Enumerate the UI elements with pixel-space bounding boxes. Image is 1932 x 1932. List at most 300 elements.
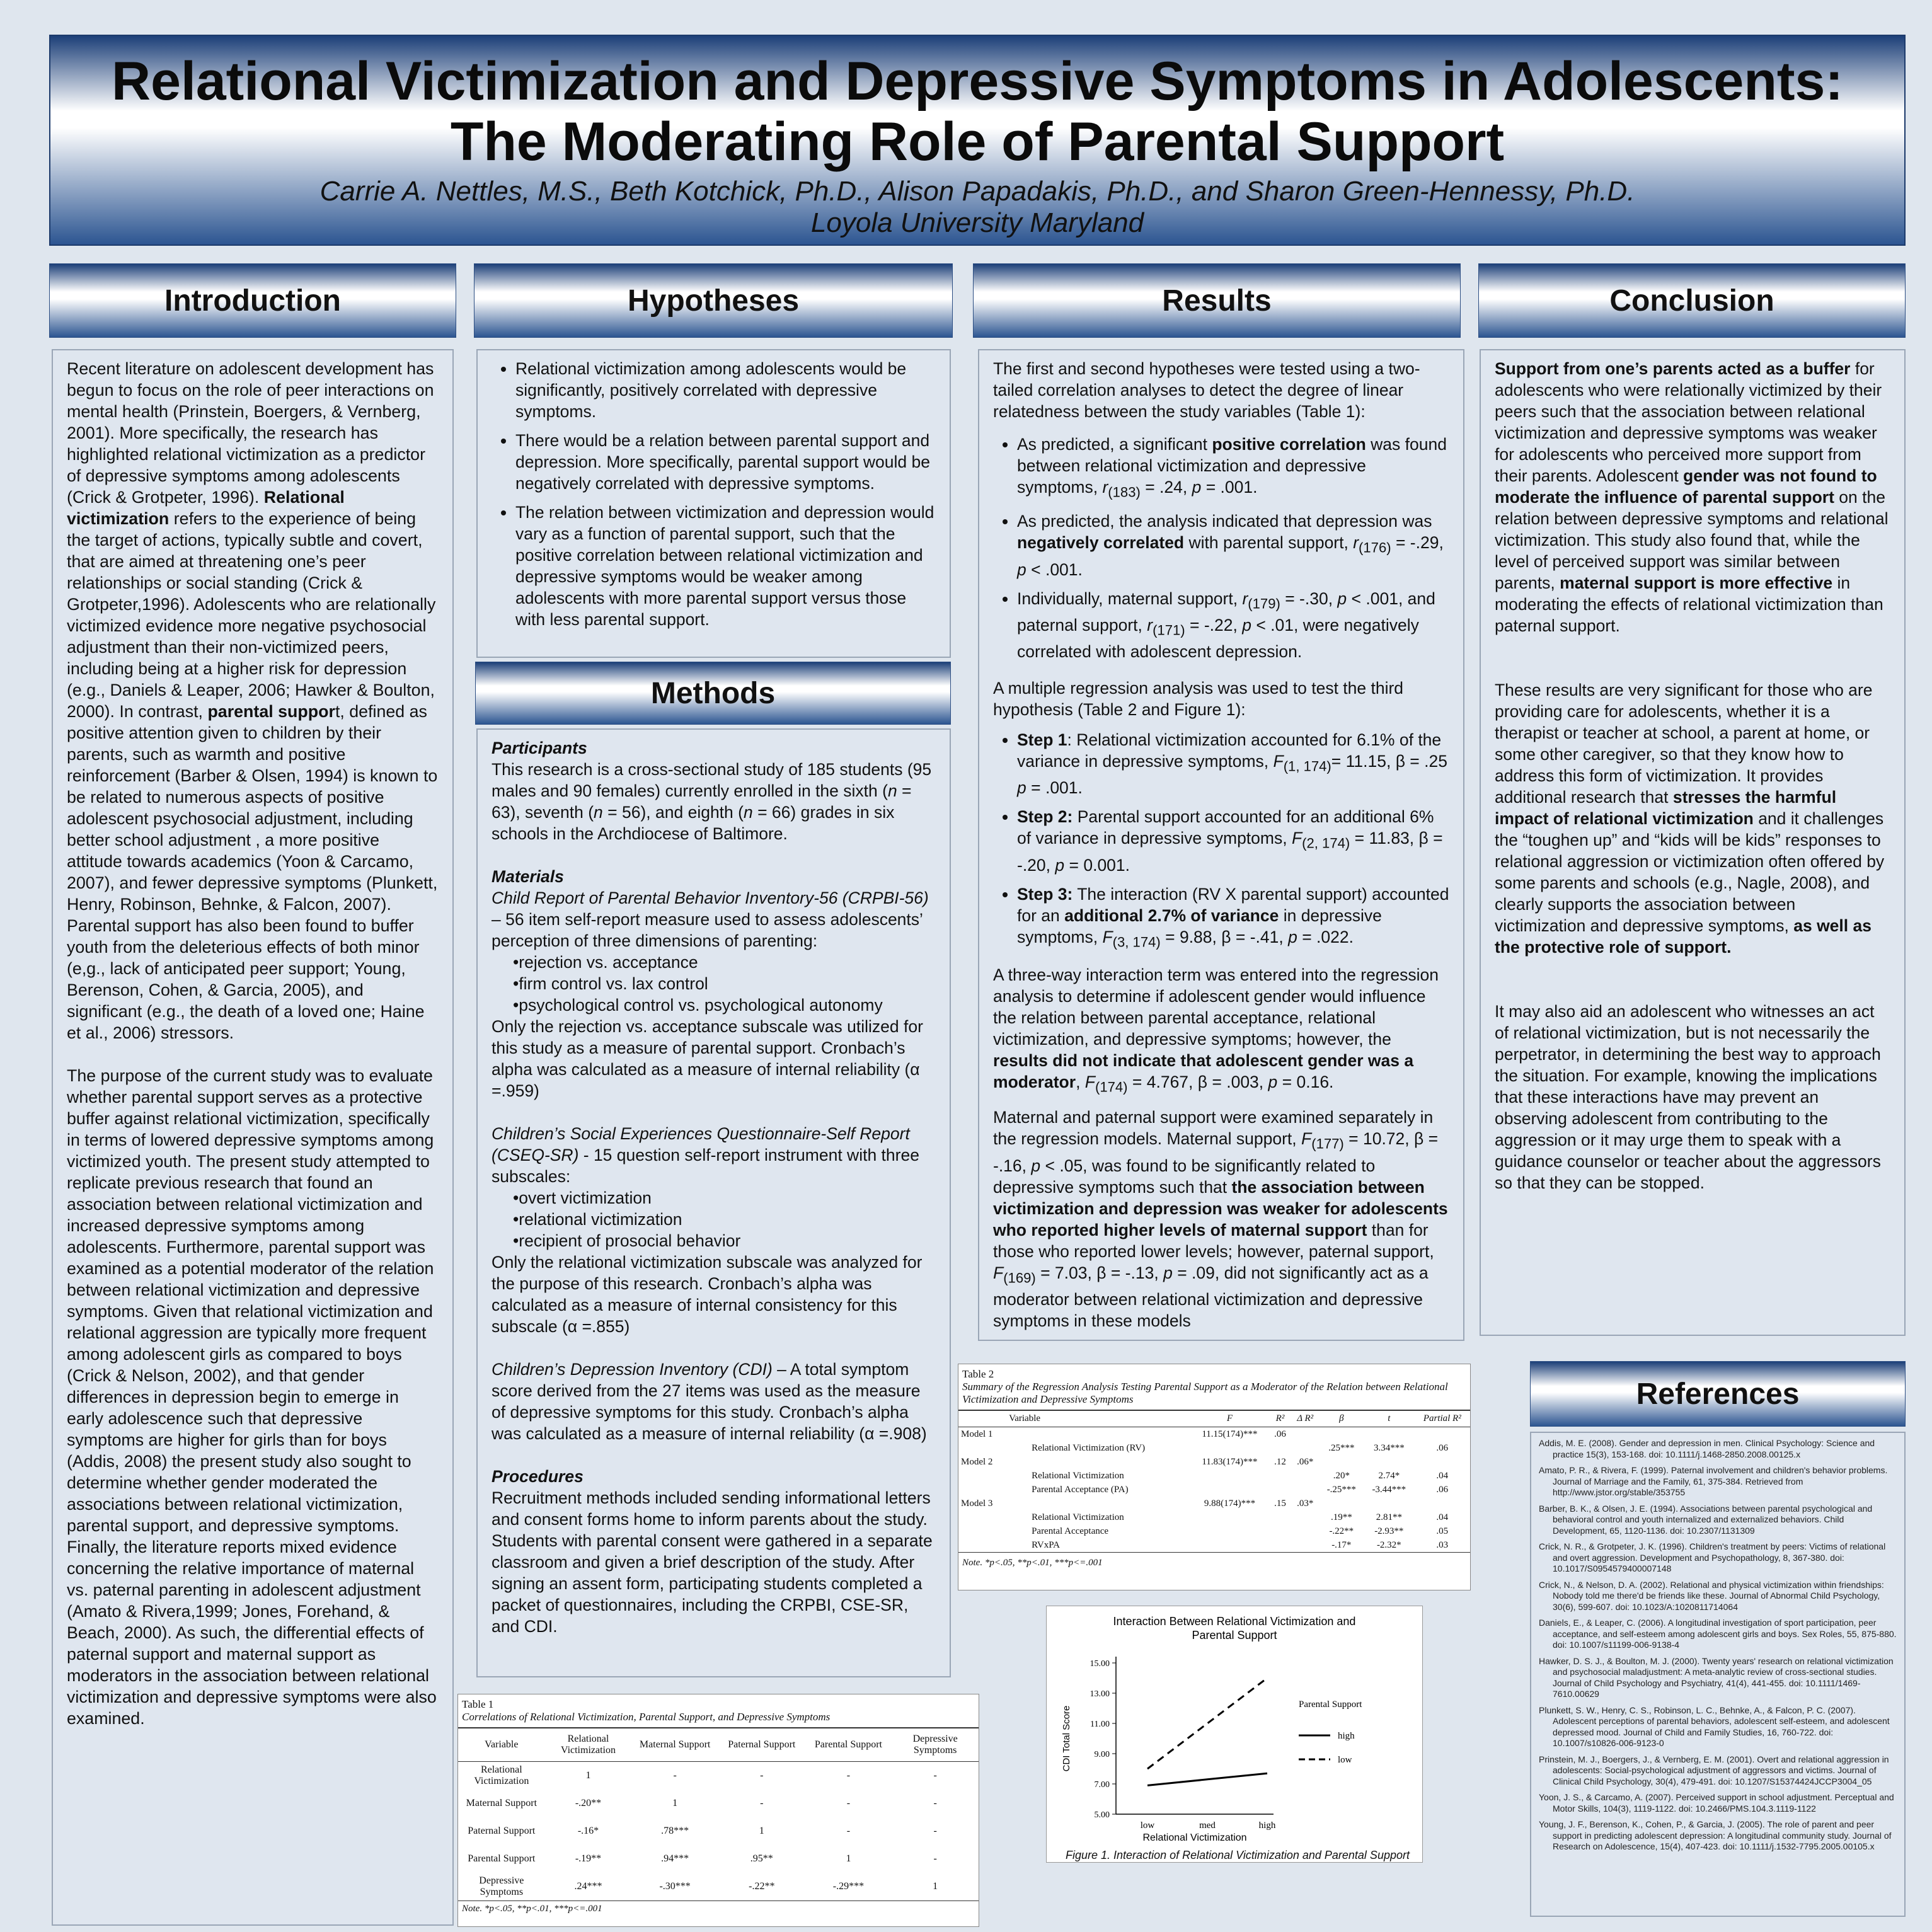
- table-cell: [958, 1538, 1006, 1552]
- cseq-description: [492, 1123, 936, 1187]
- reference-entry: Crick, N., & Nelson, D. A. (2002). Relational and physical victimization within friendships: Nobody told me there'd be friends like these. Journal of Abnormal Child Psychology, 30(6), 599-607. doi: 10.1023/A:1020811714064: [1539, 1579, 1884, 1612]
- methods-text: – A total symptom score derived from the 27 items was used as the measure of depressive symptoms for this study. Cronbach’s alpha was calculated as a measure of internal reliability (α =.908): [492, 1360, 927, 1443]
- legend-title: Parental Support: [1299, 1699, 1362, 1710]
- table-cell: .95**: [750, 1853, 773, 1864]
- reference-entry: Hawker, D. S. J., & Boulton, M. J. (2000). Twenty years' research on relational victimization and psychosocial maladjustment: A meta-analytic review of cross-sectional studies. Journal of Child Psychology and Psychiatry, 41(4), 441-455. doi: 10.1111/1469-7610.00629: [1539, 1655, 1894, 1699]
- title-banner: [49, 35, 1906, 246]
- intro-text: Recent literature on adolescent development has begun to focus on the role of peer interactions on mental health (Prinstein, Boergers, & Vernberg, 2001). More specifically, the research has highlighted relational victimization as a predictor of depressive symptoms among adolescents (Crick & Grotpeter, 1996).: [67, 359, 434, 507]
- results-text: = .001.: [1201, 478, 1258, 497]
- table-header-row: [458, 1728, 979, 1762]
- column-header: Variable: [1006, 1410, 1190, 1427]
- table-row: [458, 1873, 979, 1900]
- table-cell: [1269, 1483, 1291, 1497]
- methods-text: = 66) grades in six schools in the Archdiocese of Baltimore.: [492, 803, 895, 843]
- table-cell: -.22**: [749, 1881, 775, 1892]
- methods-text: = 63), seventh (: [492, 781, 912, 822]
- table-row: [958, 1469, 1470, 1483]
- regression-step: [1017, 806, 1449, 875]
- results-text: ,: [1076, 1072, 1085, 1092]
- table-cell: -: [933, 1826, 937, 1836]
- table-cell: -2.93**: [1374, 1526, 1404, 1536]
- table-cell: .19**: [1330, 1512, 1352, 1522]
- methods-text: - 15 question self-report instrument with three subscales:: [492, 1146, 919, 1186]
- stat-symbol: p: [1055, 855, 1065, 875]
- table-cell: -: [933, 1770, 937, 1781]
- table-cell: [1320, 1427, 1364, 1442]
- table-cell: Relational Victimization: [474, 1764, 529, 1786]
- regression-intro: A multiple regression analysis was used to test the third hypothesis (Table 2 and Figure 1):: [993, 679, 1404, 720]
- reference-entry: Yoon, J. S., & Carcamo, A. (2007). Perceived support in school adjustment. Perceptual and Motor Skills, 104(3), 1119-1122. doi: 10.2466/PMS.104.3.1119-1122: [1539, 1792, 1894, 1814]
- table-2-note: Note. *p<.05, **p<.01, ***p<=.001: [958, 1552, 1470, 1573]
- table-1-title: Correlations of Relational Victimization, Parental Support, and Depressive Symptoms: [462, 1711, 831, 1723]
- intro-text: refers to the experience of being the target of actions, typically subtle and covert, that are aimed at threatening one’s peer relationships or social standing (Crick & Grotpeter,1996). Adolescents who are relationally victimized evidence more negative psychosocial adjustment than their non-victimized peers, including being at a higher risk for depression (e.g., Daniels & Leaper, 2006; Hawker & Boulton, 2000). In contrast,: [67, 509, 436, 721]
- participants-text: [492, 759, 936, 844]
- table-cell: -.30***: [659, 1881, 691, 1892]
- results-bold: additional 2.7% of variance: [1064, 906, 1279, 925]
- title-line-2: The Moderating Role of Parental Support: [450, 112, 1505, 172]
- stat-symbol: r: [1102, 478, 1108, 497]
- table-cell: [1006, 1497, 1190, 1510]
- chart-title-line: Interaction Between Relational Victimization and: [1113, 1615, 1356, 1628]
- table-cell: Maternal Support: [466, 1798, 538, 1808]
- result-item: [1017, 588, 1449, 663]
- conclusion-header: Conclusion: [1478, 263, 1906, 338]
- conclusion-text: on the relation between depressive symptoms and relational victimization. This study also found that, while the level of perceived support was similar between parents,: [1495, 488, 1889, 592]
- table-row: [958, 1510, 1470, 1524]
- table-cell: -.29***: [832, 1881, 865, 1892]
- table-cell: [1269, 1524, 1291, 1538]
- list-item: • relational victimization: [513, 1209, 936, 1230]
- table-cell: RVxPA: [1032, 1539, 1060, 1550]
- crpbi-note: Only the rejection vs. acceptance subscale was utilized for this study as a measure of parental support. Cronbach’s alpha was calculated as a measure of internal reliability (α =.959): [492, 1017, 923, 1100]
- table-cell: .03*: [1297, 1498, 1314, 1509]
- table-cell: [1190, 1469, 1269, 1483]
- stat-symbol: p: [1288, 927, 1297, 946]
- results-text: = 11.15, β = .25: [1331, 752, 1447, 771]
- table-cell: Model 2: [961, 1456, 993, 1467]
- table-cell: -: [673, 1770, 677, 1781]
- y-tick-label: 15.00: [1090, 1659, 1110, 1669]
- maternal-paternal-results: [993, 1107, 1449, 1331]
- table-cell: [1364, 1455, 1414, 1469]
- conclusion-paragraph-3: It may also aid an adolescent who witnesses an act of relational victimization, but is not necessarily the perpetrator, in determining the best way to approach the situation. For example, knowing the implications that these interactions have may prevent an observing adolescent from contributing to the aggression or it may urge them to speak with a guidance counselor or teacher about the aggressors so that they can be stopped.: [1495, 1002, 1881, 1192]
- stat-subscript: (169): [1003, 1269, 1036, 1285]
- column-header: Partial R²: [1415, 1410, 1470, 1427]
- interaction-chart: [1047, 1606, 1422, 1862]
- regression-step: [1017, 883, 1449, 953]
- list-item: • psychological control vs. psychological autonomy: [513, 994, 936, 1016]
- n-symbol: n: [887, 781, 897, 800]
- table-cell: Relational Victimization (RV): [1032, 1442, 1146, 1453]
- reference-entry: Daniels, E., & Leaper, C. (2006). A longitudinal investigation of sport participation, peer acceptance, and self-esteem among adolescent girls and boys. Sex Roles, 55, 875-880. doi: 10.1007/s11199-006-9138-4: [1539, 1618, 1897, 1650]
- y-tick-label: 5.00: [1094, 1810, 1110, 1820]
- methods-text: – 56 item self-report measure used to assess adolescents’ perception of three dimensions of parenting:: [492, 910, 923, 950]
- table-header-row: [958, 1410, 1470, 1427]
- references-box: [1530, 1432, 1906, 1917]
- cseq-note: Only the relational victimization subscale was analyzed for the purpose of this research. Cronbach’s alpha was calculated as a measure of internal consistency for this subscale (α =.855): [492, 1253, 923, 1336]
- table-cell: .20*: [1333, 1470, 1350, 1481]
- table-cell: [1415, 1455, 1470, 1469]
- stat-symbol: F: [1084, 1072, 1095, 1092]
- x-tick-label: high: [1258, 1820, 1276, 1831]
- table-cell: [1006, 1455, 1190, 1469]
- conclusion-bold: stresses the harmful impact of relational victimization: [1495, 788, 1837, 828]
- table-row: [958, 1483, 1470, 1497]
- table-cell: [1415, 1427, 1470, 1442]
- y-axis-label: CDI Total Score: [1061, 1705, 1072, 1772]
- hypotheses-list: [492, 358, 936, 630]
- table-cell: .78***: [661, 1826, 689, 1836]
- hypotheses-box: [476, 349, 951, 658]
- results-text: = 4.767, β = .003,: [1127, 1072, 1268, 1092]
- table-cell: -: [760, 1798, 764, 1808]
- results-text: was found between relational victimization and depressive symptoms,: [1017, 435, 1447, 497]
- intro-bold-term: Relational victimization: [67, 488, 345, 528]
- crpbi-description: [492, 887, 936, 952]
- table-cell: [1291, 1483, 1320, 1497]
- results-text: < .05, was found to be significantly related to depressive symptoms such that: [993, 1156, 1376, 1197]
- intro-paragraph-1: [67, 358, 439, 1044]
- table-cell: -.25***: [1326, 1484, 1356, 1495]
- table-cell: .03: [1436, 1539, 1449, 1550]
- stat-symbol: p: [1192, 478, 1202, 497]
- results-text: = 0.16.: [1277, 1072, 1334, 1092]
- table-cell: [1291, 1538, 1320, 1552]
- stat-subscript: (1, 174): [1283, 758, 1331, 774]
- conclusion-bold: as well as the protective role of support.: [1495, 916, 1872, 957]
- results-text: < .001, and paternal support,: [1017, 589, 1435, 635]
- table-row: [458, 1845, 979, 1873]
- column-header: R²: [1269, 1410, 1291, 1427]
- stat-subscript: (174): [1095, 1079, 1128, 1095]
- table-1-caption: [458, 1694, 979, 1723]
- table-cell: 11.83(174)***: [1202, 1456, 1258, 1467]
- methods-text: = 56), and eighth (: [602, 803, 744, 822]
- table-1: [457, 1694, 979, 1927]
- table-cell: .04: [1436, 1470, 1449, 1481]
- table-cell: 2.74*: [1378, 1470, 1400, 1481]
- table-row: [458, 1762, 979, 1790]
- methods-header: Methods: [475, 662, 951, 725]
- stat-subscript: (3, 174): [1112, 934, 1161, 950]
- n-symbol: n: [594, 803, 603, 822]
- table-cell: [1415, 1497, 1470, 1510]
- regression-steps: [993, 729, 1449, 953]
- column-header: β: [1320, 1410, 1364, 1427]
- table-cell: -: [846, 1770, 851, 1781]
- y-tick-label: 7.00: [1094, 1780, 1110, 1790]
- participants-heading: Participants: [492, 739, 587, 757]
- n-symbol: n: [743, 803, 753, 822]
- x-axis-label: Relational Victimization: [1142, 1832, 1247, 1843]
- table-row: [958, 1497, 1470, 1510]
- results-text: < .01, were negatively correlated with adolescent depression.: [1017, 615, 1419, 662]
- table-cell: 1: [672, 1798, 678, 1808]
- stat-symbol: F: [1301, 1129, 1312, 1149]
- reference-entry: Crick, N. R., & Grotpeter, J. K. (1996). Children's treatment by peers: Victims of relational and overt aggression. Development and Psychopathology, 8, 367-380. doi: 10.1017/S0954579400007148: [1539, 1541, 1886, 1573]
- table-row: [458, 1790, 979, 1817]
- table-cell: [1320, 1455, 1364, 1469]
- conclusion-text: in moderating the effects of relational victimization than paternal support.: [1495, 573, 1883, 635]
- results-text: = 9.88, β = -.41,: [1160, 927, 1289, 946]
- stat-symbol: F: [1291, 829, 1302, 848]
- y-tick-label: 13.00: [1090, 1689, 1110, 1699]
- stat-subscript: (176): [1359, 539, 1391, 556]
- results-text: = .24,: [1140, 478, 1192, 497]
- table-cell: [1190, 1524, 1269, 1538]
- table-cell: Parental Acceptance (PA): [1032, 1484, 1129, 1495]
- table-cell: -: [846, 1798, 851, 1808]
- results-text: = 10.72, β = -.16,: [993, 1129, 1439, 1175]
- table-row: [958, 1538, 1470, 1552]
- result-item: [1017, 510, 1449, 580]
- table-2-title: Summary of the Regression Analysis Testing Parental Support as a Moderator of the Relation between Relational Victimization and Depressive Symptoms: [962, 1381, 1448, 1405]
- authors-block: [50, 176, 1904, 239]
- table-cell: [958, 1524, 1006, 1538]
- y-tick-label: 9.00: [1094, 1750, 1110, 1759]
- stat-symbol: p: [1017, 560, 1026, 579]
- y-tick-label: 11.00: [1090, 1720, 1110, 1729]
- table-cell: 1: [846, 1853, 851, 1864]
- table-2-grid: [958, 1410, 1470, 1552]
- results-text: Individually, maternal support,: [1017, 589, 1243, 608]
- list-item: • firm control vs. lax control: [513, 973, 936, 994]
- table-cell: -: [760, 1770, 764, 1781]
- table-cell: [1291, 1441, 1320, 1455]
- introduction-header: Introduction: [49, 263, 456, 338]
- reference-entry: Amato, P. R., & Rivera, F. (1999). Paternal involvement and children's behavior problems. Journal of Marriage and the Family, 61, 375-384. Retrieved from http://www.jstor.org/stable/353755: [1539, 1465, 1888, 1497]
- table-cell: .94***: [661, 1853, 689, 1864]
- affiliation: Loyola University Maryland: [810, 207, 1144, 238]
- table-cell: .25***: [1328, 1442, 1355, 1453]
- results-text: = 11.83, β = -.20,: [1017, 829, 1443, 875]
- figure-1: [1046, 1606, 1423, 1863]
- table-cell: -.17*: [1331, 1539, 1352, 1550]
- stat-symbol: r: [1242, 589, 1248, 608]
- x-tick-label: low: [1140, 1820, 1155, 1831]
- table-cell: 11.15(174)***: [1202, 1429, 1258, 1439]
- table-cell: -: [933, 1798, 937, 1808]
- table-cell: -2.32*: [1376, 1539, 1401, 1550]
- cdi-description: [492, 1359, 936, 1444]
- column-header: Δ R²: [1291, 1410, 1320, 1427]
- table-cell: Model 3: [961, 1498, 993, 1509]
- stat-subscript: (171): [1153, 622, 1185, 638]
- table-cell: [1364, 1427, 1414, 1442]
- table-cell: .06: [1436, 1484, 1449, 1495]
- column-header: Maternal Support: [631, 1728, 718, 1762]
- conclusion-bold: Support from one’s parents acted as a buffer: [1495, 359, 1851, 378]
- conclusion-bold: gender was not found to moderate the influence of parental support: [1495, 466, 1877, 507]
- hypothesis-item: • Relational victimization among adolescents would be significantly, positively correlated with depressive symptoms.: [515, 358, 936, 422]
- table-cell: Model 1: [961, 1429, 993, 1439]
- crpbi-name: Child Report of Parental Behavior Inventory-56 (CRPBI-56): [492, 888, 929, 907]
- conclusion-text: These results are very significant for those who are providing care for adolescents, whether it is a therapist or teacher at school, a parent at home, or some other caregiver, so that they know how to address this form of victimization. It provides additional research that: [1495, 681, 1873, 807]
- table-cell: Depressive Symptoms: [479, 1875, 524, 1897]
- stat-symbol: p: [1242, 615, 1251, 635]
- table-cell: [1291, 1469, 1320, 1483]
- column-header: Paternal Support: [718, 1728, 805, 1762]
- results-text: = -.22,: [1185, 615, 1243, 635]
- results-text: < .001.: [1026, 560, 1083, 579]
- conclusion-bold: maternal support is more effective: [1560, 573, 1833, 592]
- list-item: • recipient of prosocial behavior: [513, 1230, 936, 1251]
- crpbi-dimensions: [492, 952, 936, 1016]
- results-text: = .09, did not significantly act as a moderator between relational victimization and depressive symptoms in these models: [993, 1263, 1429, 1330]
- column-header: Parental Support: [805, 1728, 892, 1762]
- results-text: Parental support accounted for an additional 6% of variance in depressive symptoms,: [1017, 807, 1434, 848]
- stat-subscript: (2, 174): [1302, 835, 1350, 851]
- legend-label: high: [1338, 1731, 1355, 1741]
- table-cell: -.16*: [577, 1826, 599, 1836]
- table-1-note: Note. *p<.05, **p<.01, ***p<=.001: [458, 1900, 979, 1917]
- results-text: = 7.03, β = -.13,: [1035, 1263, 1164, 1282]
- stat-symbol: r: [1147, 615, 1153, 635]
- table-cell: [958, 1483, 1006, 1497]
- table-cell: Parental Acceptance: [1032, 1526, 1109, 1536]
- table-cell: 2.81**: [1376, 1512, 1402, 1522]
- list-item: • overt victimization: [513, 1187, 936, 1209]
- table-1-label: Table 1: [462, 1698, 494, 1710]
- results-bold: positive correlation: [1212, 435, 1366, 454]
- table-cell: [1269, 1469, 1291, 1483]
- table-cell: [1364, 1497, 1414, 1510]
- results-text: As predicted, a significant: [1017, 435, 1212, 454]
- materials-heading: Materials: [492, 867, 564, 886]
- methods-box: [476, 728, 951, 1677]
- stat-symbol: r: [1353, 533, 1359, 553]
- table-cell: 1: [759, 1826, 764, 1836]
- table-cell: [1269, 1510, 1291, 1524]
- table-cell: .06: [1274, 1429, 1286, 1439]
- column-header: Depressive Symptoms: [892, 1728, 979, 1762]
- results-text: than for those who reported lower levels; however, paternal support,: [993, 1220, 1434, 1261]
- table-cell: .06*: [1297, 1456, 1314, 1467]
- hypothesis-item: • There would be a relation between parental support and depression. More specifically, parental support would be negatively correlated with depressive symptoms.: [515, 430, 936, 494]
- stat-symbol: F: [993, 1263, 1004, 1282]
- table-cell: .06: [1436, 1442, 1449, 1453]
- table-cell: [958, 1469, 1006, 1483]
- table-cell: Relational Victimization: [1032, 1512, 1124, 1522]
- stat-subscript: (183): [1108, 484, 1141, 500]
- conclusion-text: for adolescents who were relationally victimized by their peers such that the association between relational victimization and depressive symptoms was weaker for adolescents who perceived more support from their parents. Adolescent: [1495, 359, 1882, 485]
- results-text: As predicted, the analysis indicated that depression was: [1017, 512, 1432, 531]
- procedures-text: Recruitment methods included sending informational letters and consent forms home to inform parents about the study. Students with parental consent were gathered in a separate classroom and given a brief description of the study. After signing an assent form, participating students completed a packet of questionnaires, including the CRPBI, CSE-SR, and CDI.: [492, 1488, 933, 1636]
- reference-entry: Young, J. F., Berenson, K., Cohen, P., & Garcia, J. (2005). The role of parent and peer support in predicting adolescent depression: A longitudinal community study. Journal of Research on Adolescence, 15(4), 407-423. doi: 10.1111/j.1532-7795.2005.00105.x: [1539, 1819, 1892, 1851]
- introduction-box: [52, 349, 454, 1926]
- table-cell: Relational Victimization: [1032, 1470, 1124, 1481]
- stat-subscript: (179): [1248, 595, 1280, 611]
- column-header: Relational Victimization: [545, 1728, 632, 1762]
- table-row: [958, 1524, 1470, 1538]
- results-header: Results: [973, 263, 1461, 338]
- results-bold: results did not indicate that adolescent gender was a moderator: [993, 1051, 1414, 1092]
- column-header: t: [1364, 1410, 1414, 1427]
- table-2: [958, 1364, 1471, 1590]
- reference-list: [1539, 1438, 1897, 1853]
- table-cell: -3.44***: [1372, 1484, 1406, 1495]
- stat-symbol: p: [1163, 1263, 1173, 1282]
- results-text: Maternal and paternal support were examined separately in the regression models. Maternal support,: [993, 1108, 1434, 1149]
- conclusion-box: [1480, 349, 1906, 1336]
- correlation-results: [993, 434, 1449, 662]
- cdi-name: Children’s Depression Inventory (CDI): [492, 1360, 773, 1379]
- table-cell: [958, 1441, 1006, 1455]
- table-cell: -: [846, 1826, 851, 1836]
- table-cell: 1: [585, 1770, 591, 1781]
- reference-entry: Plunkett, S. W., Henry, C. S., Robinson, L. C., Behnke, A., & Falcon, P. C. (2007). Adolescent perceptions of parental behaviors, adolescent self-esteem, and adolescent depressed mood. Journal of Child and Family Studies, 16, 760-722. doi: 10.1007/s10826-006-9123-0: [1539, 1705, 1890, 1748]
- title-line-1: Relational Victimization and Depressive Symptoms in Adolescents:: [112, 51, 1843, 112]
- cseq-name: Children’s Social Experiences Questionnaire-Self Report (CSEQ-SR): [492, 1124, 910, 1164]
- reference-entry: Prinstein, M. J., Boergers, J., & Vernberg, E. M. (2001). Overt and relational aggression in adolescents: Social-psychological adjustment of aggressors and victims. Journal of Clinical Child Psychology, 30(4), 479-491. doi: 10.1207/S15374424JCCP3004_05: [1539, 1754, 1889, 1786]
- table-cell: [1291, 1510, 1320, 1524]
- result-item: [1017, 434, 1449, 503]
- column-header: F: [1190, 1410, 1269, 1427]
- table-cell: .04: [1436, 1512, 1449, 1522]
- conclusion-paragraph-2: [1495, 679, 1890, 958]
- table-cell: .15: [1274, 1498, 1286, 1509]
- stat-symbol: F: [1102, 927, 1113, 946]
- chart-title-line: Parental Support: [1192, 1629, 1277, 1642]
- intro-bold-term: parental suppor: [207, 702, 335, 721]
- table-cell: [1006, 1427, 1190, 1442]
- results-text: A three-way interaction term was entered into the regression analysis to determine if adolescent gender would influence the relation between parental acceptance, relational victimization, and depressive symptoms; however, the: [993, 965, 1439, 1049]
- table-cell: -.19**: [575, 1853, 602, 1864]
- table-row: [958, 1441, 1470, 1455]
- hypotheses-header: Hypotheses: [474, 263, 953, 338]
- results-text: in depressive symptoms,: [1017, 906, 1382, 946]
- step-label: Step 1: [1017, 730, 1067, 750]
- table-cell: .05: [1436, 1526, 1449, 1536]
- methods-text: This research is a cross-sectional study of 185 students (95 males and 90 females) currently enrolled in the sixth (: [492, 760, 932, 800]
- table-cell: [1190, 1483, 1269, 1497]
- results-text: = .001.: [1026, 778, 1083, 798]
- intro-text: t, defined as positive attention given to children by their parents, such as warmth and positive reinforcement (Barber & Olsen, 1994) is known to be related to numerous aspects of positive adolescent psychosocial adjustment, including better school adjustment , a more positive attitude towards academics (Yoon & Carcamo, 2007), and fewer depressive symptoms (Plunkett, Henry, Robinson, Behnke, & Falcon, 2007). Parental support has also been found to buffer youth from the deleterious effects of both minor (e,g., lack of anticipated peer support; Young, Berenson, Cohen, & Garcia, 2005), and significant (e.g., the death of a loved one; Haine et al., 2006) stressors.: [67, 702, 438, 1042]
- table-cell: [1269, 1538, 1291, 1552]
- step-label: Step 3:: [1017, 884, 1073, 904]
- results-text: with parental support,: [1184, 533, 1354, 553]
- results-box: [978, 349, 1464, 1341]
- table-cell: -.22**: [1329, 1526, 1354, 1536]
- table-row: [958, 1455, 1470, 1469]
- author-list: Carrie A. Nettles, M.S., Beth Kotchick, Ph.D., Alison Papadakis, Ph.D., and Sharon Green-Hennessy, Ph.D.: [319, 176, 1635, 207]
- column-header: [958, 1410, 1006, 1427]
- stat-subscript: (177): [1311, 1136, 1344, 1152]
- reference-entry: Barber, B. K., & Olsen, J. E. (1994). Associations between parental psychological and behavioral control and youth internalized and externalized behaviors. Child Development, 65, 1120-1136. doi: 10.2307/1131309: [1539, 1503, 1873, 1536]
- table-cell: [1291, 1427, 1320, 1442]
- results-bold: the association between victimization and depression was weaker for adolescents who reported higher levels of maternal support: [993, 1177, 1448, 1239]
- table-cell: -.20**: [575, 1798, 602, 1808]
- table-cell: .24***: [574, 1881, 602, 1892]
- table-2-label: Table 2: [962, 1368, 994, 1380]
- table-row: [958, 1427, 1470, 1442]
- intro-paragraph-2: The purpose of the current study was to evaluate whether parental support serves as a protective buffer against relational victimization, specifically in terms of lowered depressive symptoms among victimized youth. The present study attempted to replicate previous research that found an association between relational victimization and increased depressive symptoms among adolescents. Furthermore, parental support was examined as a potential moderator of the relation between relational victimization and depressive symptoms. Given that relational victimization and relational aggression are typically more frequent among adolescent girls as compared to boys (Crick & Nelson, 2002), and that gender differences in depression begin to emerge in early adolescence such that depressive symptoms are higher for girls than for boys (Addis, 2008) the present study also sought to determine whether gender moderated the associations between relational victimization, parental support, and depressive symptoms. Finally, the literature reports mixed evidence concerning the relative importance of maternal vs. paternal parenting in adolescent adjustment (Amato & Rivera,1999; Jones, Forehand, & Beach, 2000). As such, the differential effects of paternal support and maternal support as moderators in the association between relational victimization and depressive symptoms were also examined.: [67, 1066, 437, 1728]
- list-item: • rejection vs. acceptance: [513, 952, 936, 973]
- results-intro: The first and second hypotheses were tested using a two-tailed correlation analyses to detect the degree of linear relatedness between the study variables (Table 1):: [993, 359, 1420, 421]
- table-cell: 3.34***: [1373, 1442, 1405, 1453]
- results-text: = 0.001.: [1064, 855, 1130, 875]
- procedures-heading: Procedures: [492, 1467, 584, 1486]
- table-cell: .12: [1274, 1456, 1286, 1467]
- table-cell: Paternal Support: [468, 1826, 536, 1836]
- conclusion-text: and it challenges the “toughen up” and “kids will be kids” responses to relational aggression or victimization often offered by some parents and schools (e.g., Nagle, 2008), and clearly supports the association between victimization and depressive symptoms,: [1495, 809, 1885, 935]
- gender-moderation: [993, 964, 1449, 1098]
- table-cell: [958, 1510, 1006, 1524]
- results-text: = .022.: [1297, 927, 1354, 946]
- references-header: References: [1530, 1361, 1906, 1427]
- table-cell: [1190, 1441, 1269, 1455]
- table-cell: [1269, 1441, 1291, 1455]
